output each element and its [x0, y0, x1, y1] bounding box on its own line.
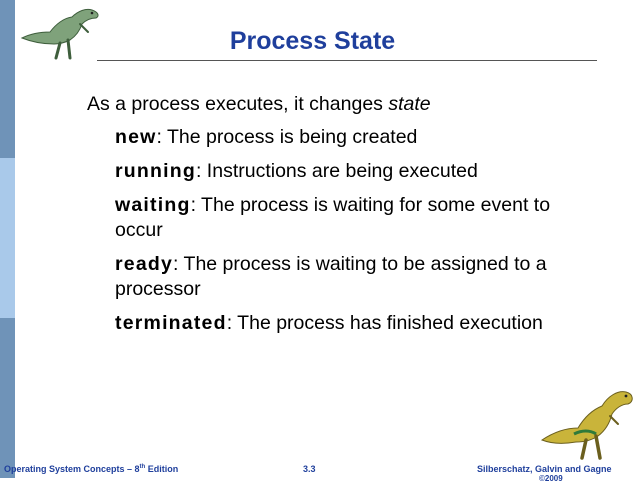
state-keyword: terminated — [115, 312, 227, 334]
state-keyword: new — [115, 126, 157, 148]
state-keyword: running — [115, 160, 196, 182]
dinosaur-icon — [538, 382, 636, 460]
footer-authors: Silberschatz, Galvin and Gagne — [477, 464, 612, 474]
footer-book-title — [4, 464, 178, 474]
intro-emphasis: state — [388, 93, 431, 115]
state-item-ready — [115, 252, 575, 302]
state-description: : Instructions are being executed — [195, 160, 478, 182]
footer-copyright: ©2009 — [539, 474, 563, 483]
footer-book-suffix: Edition — [145, 464, 179, 474]
footer-page-number: 3.3 — [303, 464, 316, 474]
state-keyword: ready — [115, 253, 174, 275]
footer-book-superscript: th — [139, 464, 146, 470]
state-description: : The process is being created — [156, 126, 418, 148]
slide-body — [87, 92, 607, 345]
title-divider — [97, 60, 597, 61]
state-description: : The process has finished execution — [226, 312, 543, 334]
side-strip-middle — [0, 158, 15, 318]
slide-title: Process State — [229, 27, 396, 55]
intro-line — [87, 92, 607, 116]
state-item-new — [115, 125, 575, 150]
state-item-running — [115, 159, 575, 184]
state-item-waiting — [115, 193, 575, 243]
side-strip-top — [0, 0, 15, 158]
footer-book-prefix: Operating System Concepts – 8 — [4, 464, 140, 474]
state-item-terminated — [115, 311, 575, 336]
state-description: : The process is waiting for some event to occur — [115, 194, 551, 241]
state-keyword: waiting — [115, 194, 191, 216]
dinosaur-icon — [20, 4, 102, 60]
side-strip-bottom — [0, 318, 15, 478]
intro-text: As a process executes, it changes — [87, 93, 383, 115]
state-description: : The process is waiting to be assigned to a processor — [115, 253, 547, 300]
